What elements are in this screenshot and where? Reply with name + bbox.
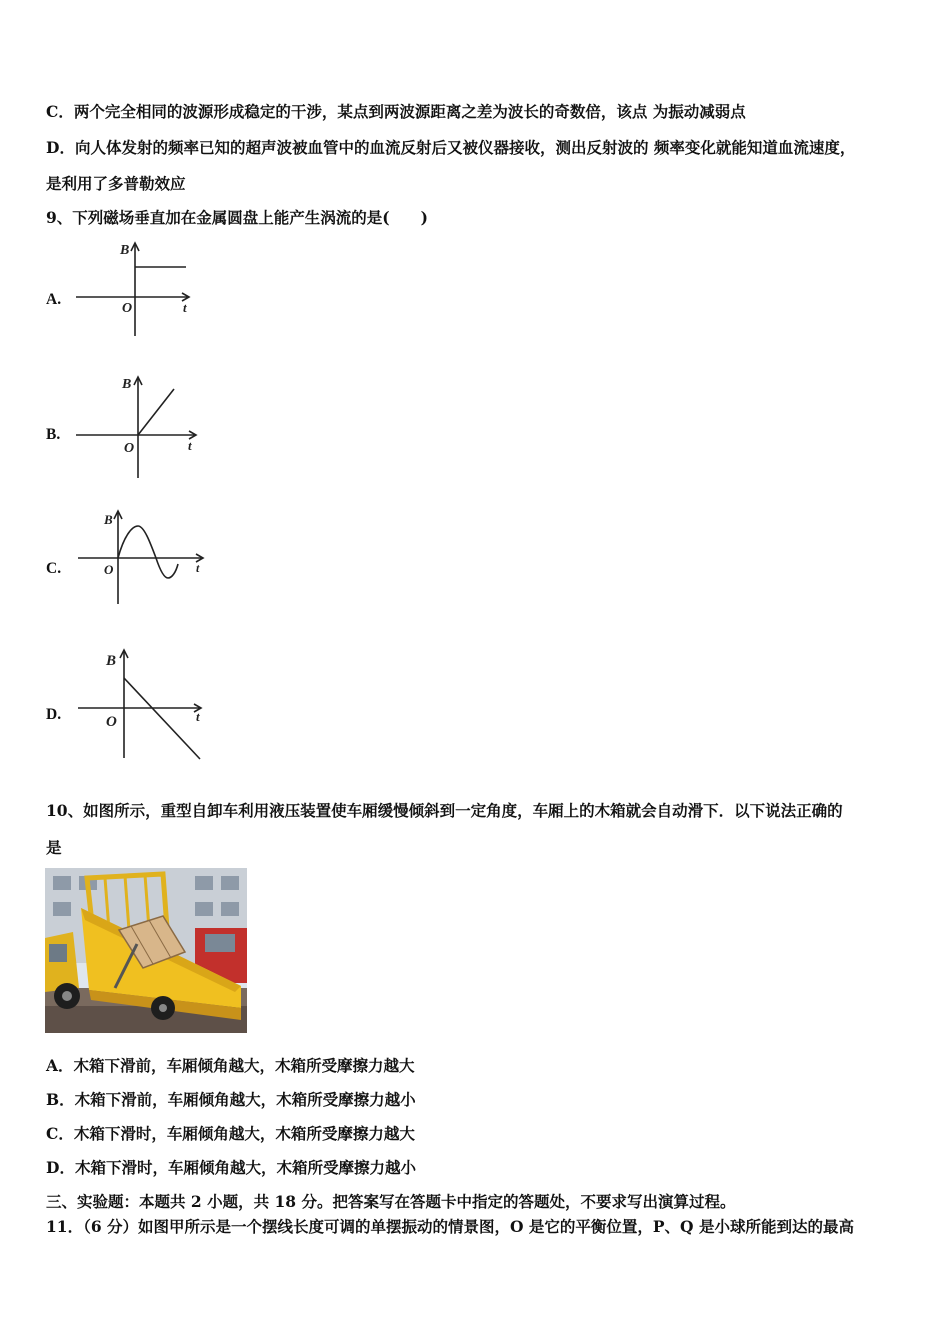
q9-d-y-label: B xyxy=(106,653,117,669)
q9-option-d-graph xyxy=(72,645,212,765)
q10-stem-line2: 是 xyxy=(46,838,62,857)
q10-option-c: C．木箱下滑时，车厢倾角越大，木箱所受摩擦力越大 xyxy=(46,1124,415,1143)
q8-option-c: C．两个完全相同的波源形成稳定的干涉，某点到两波源距离之差为波长的奇数倍，该点 为振动减弱点 xyxy=(46,102,746,121)
q9-option-b-graph xyxy=(70,372,205,482)
q9-option-d-label: D. xyxy=(46,706,62,723)
dump-truck-photo xyxy=(45,868,247,1033)
q11-stem-line1: 11．（6 分）如图甲所示是一个摆线长度可调的单摆振动的情景图，O 是它的平衡位置，P、Q 是小球所能到达的最高 xyxy=(46,1217,854,1236)
q10-option-b: B．木箱下滑前，车厢倾角越大，木箱所受摩擦力越小 xyxy=(46,1090,416,1109)
q8-option-d-line2: 是利用了多普勒效应 xyxy=(46,174,186,193)
q9-c-y-label: B xyxy=(104,512,113,527)
q9-option-b-label: B. xyxy=(46,426,61,443)
q9-a-x-label: t xyxy=(183,300,187,315)
q8-option-d-line1: D．向人体发射的频率已知的超声波被血管中的血流反射后又被仪器接收，测出反射波的 频率变化就能知道血流速度， xyxy=(46,138,856,157)
q9-b-x-label: t xyxy=(188,438,192,453)
q9-a-y-label: B xyxy=(120,243,130,258)
q9-c-x-label: t xyxy=(196,561,200,575)
q9-b-y-label: B xyxy=(122,377,132,392)
q9-d-origin: O xyxy=(106,714,117,730)
q9-option-a-graph xyxy=(70,238,200,340)
q9-a-origin: O xyxy=(122,301,133,316)
q9-option-c-graph xyxy=(72,508,212,608)
q9-c-origin: O xyxy=(104,562,114,577)
q10-stem-line1: 10、如图所示，重型自卸车利用液压装置使车厢缓慢倾斜到一定角度，车厢上的木箱就会自动滑下．以下说法正确的 xyxy=(46,801,843,820)
section-3-heading: 三、实验题：本题共 2 小题，共 18 分。把答案写在答题卡中指定的答题处，不要求写出演算过程。 xyxy=(46,1192,736,1211)
q9-option-a-label: A. xyxy=(46,291,62,308)
q9-option-c-label: C. xyxy=(46,560,62,577)
q10-option-a: A．木箱下滑前，车厢倾角越大，木箱所受摩擦力越大 xyxy=(46,1056,415,1075)
q9-d-x-label: t xyxy=(196,709,200,724)
q9-stem: 9、下列磁场垂直加在金属圆盘上能产生涡流的是( ) xyxy=(46,208,428,227)
q10-option-d: D．木箱下滑时，车厢倾角越大，木箱所受摩擦力越小 xyxy=(46,1158,416,1177)
q9-b-origin: O xyxy=(124,441,135,456)
